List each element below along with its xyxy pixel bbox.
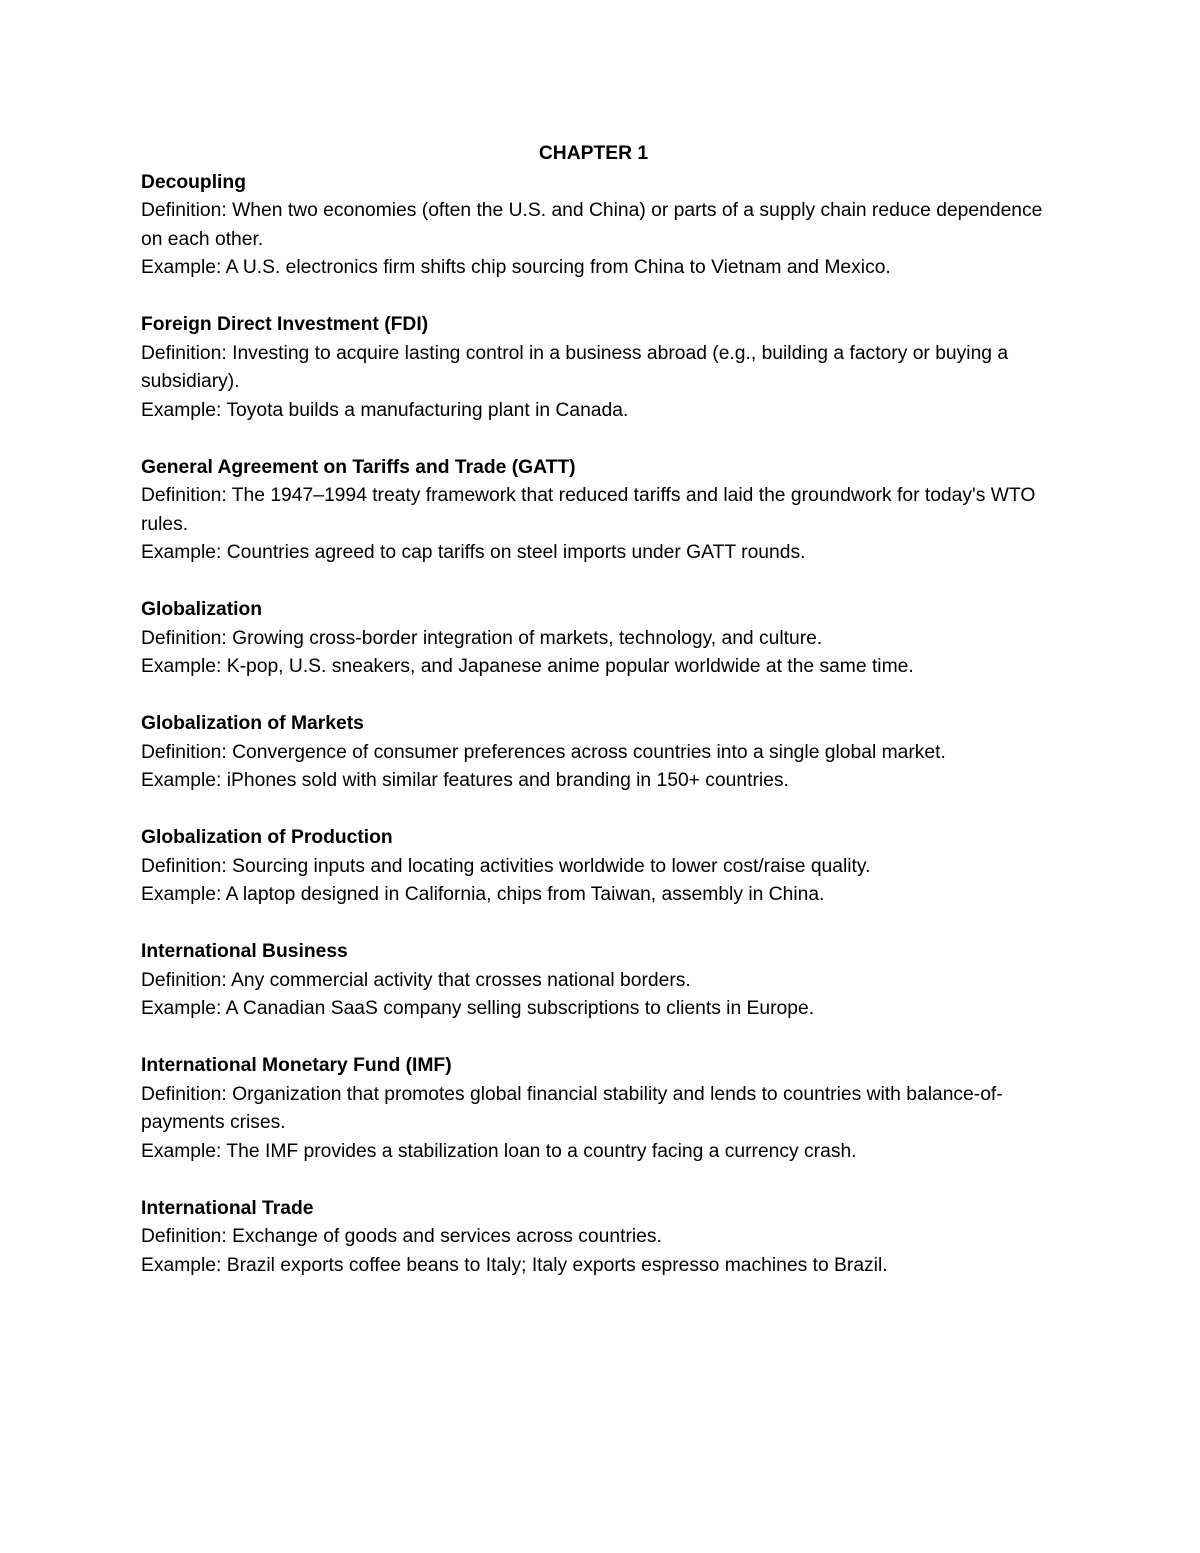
term-entry (141, 710, 1046, 796)
term-entry (141, 311, 1046, 425)
term-example: Example: A laptop designed in California, chips from Taiwan, assembly in China. (141, 884, 825, 905)
term-name: International Trade (141, 1197, 314, 1219)
term-entry (141, 938, 1046, 1024)
term-name: Globalization of Production (141, 827, 393, 848)
term-name: Globalization (141, 599, 263, 620)
term-example: Example: The IMF provides a stabilization loan to a country facing a currency crash. (141, 1140, 857, 1162)
term-entry (141, 1195, 1046, 1281)
term-example: Example: Toyota builds a manufacturing plant in Canada. (141, 399, 629, 421)
term-name: Decoupling (141, 171, 246, 193)
term-name: Foreign Direct Investment (FDI) (141, 314, 429, 335)
term-entry (141, 1052, 1046, 1166)
term-entry (141, 596, 1046, 682)
term-name: General Agreement on Tariffs and Trade (GATT) (141, 456, 576, 478)
chapter-title: CHAPTER 1 (538, 143, 649, 164)
term-definition: Definition: Investing to acquire lasting control in a business abroad (e.g., building a factory or buying a subsidiary). (141, 342, 1009, 392)
term-example: Example: A Canadian SaaS company selling subscriptions to clients in Europe. (141, 998, 815, 1019)
term-definition: Definition: The 1947–1994 treaty framework that reduced tariffs and laid the groundwork for today's WTO rules. (141, 485, 1036, 535)
term-definition: Definition: When two economies (often the U.S. and China) or parts of a supply chain reduce dependence on each other. (141, 200, 1043, 250)
term-definition: Definition: Organization that promotes global financial stability and lends to countries with balance-of-payments crises. (141, 1083, 1003, 1133)
term-name: International Business (141, 941, 348, 962)
term-example: Example: A U.S. electronics firm shifts chip sourcing from China to Vietnam and Mexico. (141, 257, 891, 278)
term-definition: Definition: Sourcing inputs and locating activities worldwide to lower cost/raise quality. (141, 855, 871, 877)
term-name: Globalization of Markets (141, 713, 364, 734)
term-example: Example: iPhones sold with similar features and branding in 150+ countries. (141, 770, 789, 791)
term-example: Example: K-pop, U.S. sneakers, and Japanese anime popular worldwide at the same time. (141, 656, 914, 677)
term-definition: Definition: Convergence of consumer preferences across countries into a single global market. (141, 741, 946, 763)
term-name: International Monetary Fund (IMF) (141, 1055, 452, 1076)
term-definition: Definition: Exchange of goods and services across countries. (141, 1226, 662, 1247)
term-entry (141, 824, 1046, 910)
term-entry (141, 169, 1046, 283)
term-example: Example: Countries agreed to cap tariffs on steel imports under GATT rounds. (141, 542, 806, 563)
term-definition: Definition: Any commercial activity that crosses national borders. (141, 969, 691, 991)
term-definition: Definition: Growing cross-border integration of markets, technology, and culture. (141, 627, 823, 649)
term-entry (141, 454, 1046, 568)
term-example: Example: Brazil exports coffee beans to Italy; Italy exports espresso machines to Brazil. (141, 1254, 888, 1276)
page-content (141, 140, 1046, 1309)
